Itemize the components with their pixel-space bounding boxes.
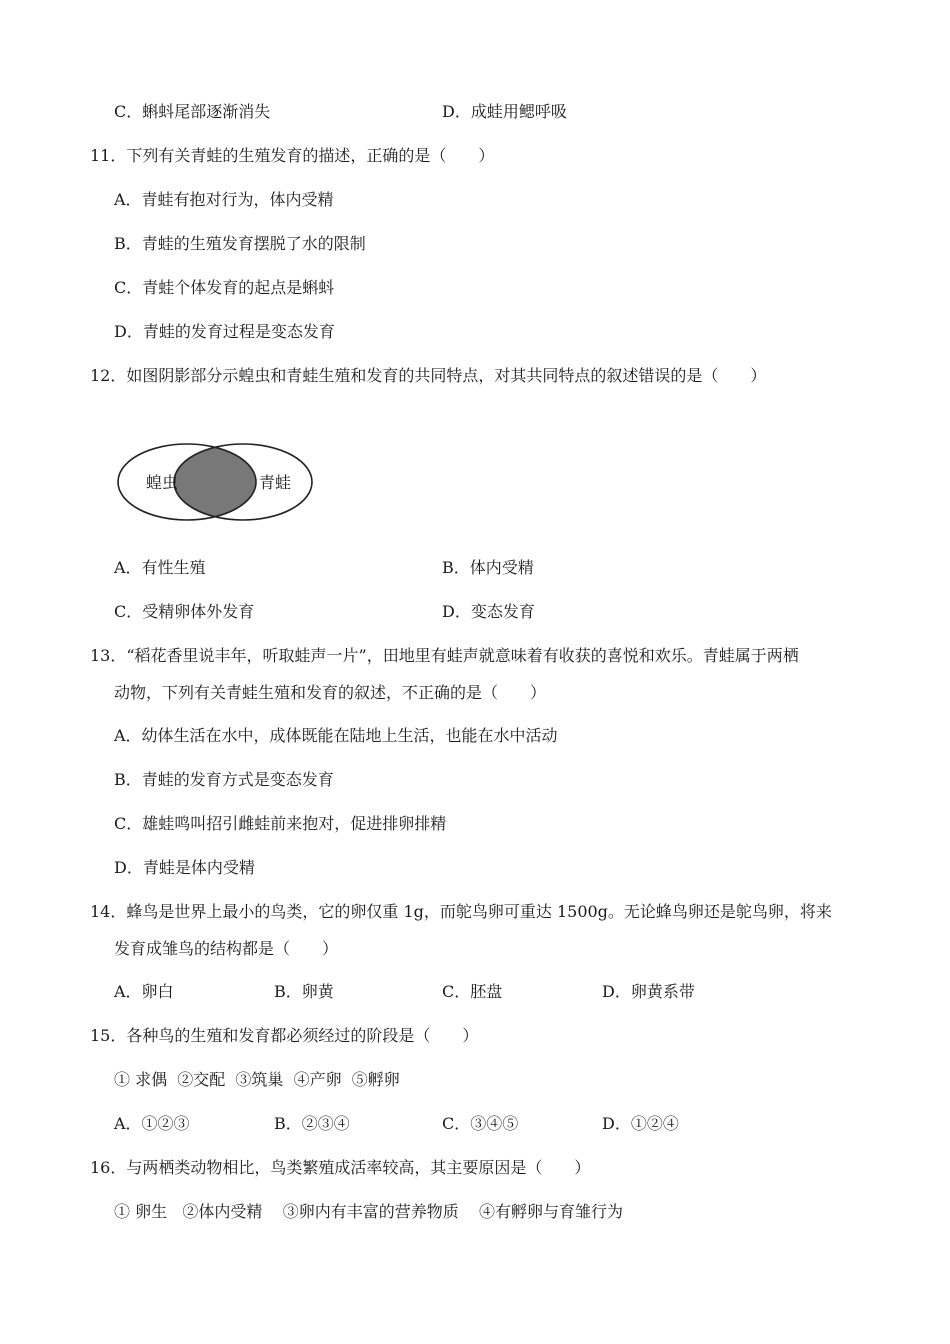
q13-option-c: C．雄蛙鸣叫招引雌蛙前来抱对，促进排卵排精	[114, 814, 447, 833]
q15-option-b: B．②③④	[274, 1114, 350, 1133]
q13-option-a: A．幼体生活在水中，成体既能在陆地上生活，也能在水中活动	[114, 726, 558, 745]
q12-option-a: A．有性生殖	[114, 558, 206, 577]
q16-items: ① 卵生 ②体内受精 ③卵内有丰富的营养物质 ④有孵卵与育雏行为	[114, 1202, 624, 1221]
q10-option-d: D．成蛙用鳃呼吸	[442, 102, 567, 121]
q11-stem: 11．下列有关青蛙的生殖发育的描述，正确的是（ ）	[90, 146, 495, 165]
q15-option-c: C．③④⑤	[442, 1114, 519, 1133]
q14-option-a: A．卵白	[114, 982, 174, 1001]
q10-option-c: C．蝌蚪尾部逐渐消失	[114, 102, 271, 121]
q13-stem-line1: 13．“稻花香里说丰年，听取蛙声一片”，田地里有蛙声就意味着有收获的喜悦和欢乐。青蛙属于两栖	[90, 646, 799, 665]
q16-stem: 16．与两栖类动物相比，鸟类繁殖成活率较高，其主要原因是（ ）	[90, 1158, 591, 1177]
q12-stem: 12．如图阴影部分示蝗虫和青蛙生殖和发育的共同特点，对其共同特点的叙述错误的是（ ）	[90, 366, 767, 385]
q14-option-d: D．卵黄系带	[602, 982, 695, 1001]
q14-stem-line1: 14．蜂鸟是世界上最小的鸟类，它的卵仅重 1g，而鸵鸟卵可重达 1500g。无论蜂鸟卵还是鸵鸟卵，将来	[90, 902, 832, 921]
q13-option-d: D．青蛙是体内受精	[114, 858, 255, 877]
q12-option-d: D．变态发育	[442, 602, 535, 621]
venn-diagram	[114, 438, 320, 526]
q14-option-c: C．胚盘	[442, 982, 503, 1001]
q12-option-b: B．体内受精	[442, 558, 534, 577]
q15-option-d: D．①②④	[602, 1114, 679, 1133]
q14-stem-line2: 发育成雏鸟的结构都是（ ）	[114, 939, 339, 958]
q12-option-c: C．受精卵体外发育	[114, 602, 255, 621]
venn-left-label: 蝗虫	[145, 473, 179, 492]
q15-stem: 15．各种鸟的生殖和发育都必须经过的阶段是（ ）	[90, 1026, 479, 1045]
q11-option-c: C．青蛙个体发育的起点是蝌蚪	[114, 278, 335, 297]
q15-option-a: A．①②③	[114, 1114, 190, 1133]
q11-option-b: B．青蛙的生殖发育摆脱了水的限制	[114, 234, 366, 253]
q13-option-b: B．青蛙的发育方式是变态发育	[114, 770, 334, 789]
q15-items: ① 求偶 ②交配 ③筑巢 ④产卵 ⑤孵卵	[114, 1070, 400, 1089]
venn-right-label: 青蛙	[258, 473, 292, 492]
q11-option-d: D．青蛙的发育过程是变态发育	[114, 322, 335, 341]
q11-option-a: A．青蛙有抱对行为，体内受精	[114, 190, 334, 209]
q13-stem-line2: 动物，下列有关青蛙生殖和发育的叙述，不正确的是（ ）	[114, 683, 547, 702]
q14-option-b: B．卵黄	[274, 982, 334, 1001]
